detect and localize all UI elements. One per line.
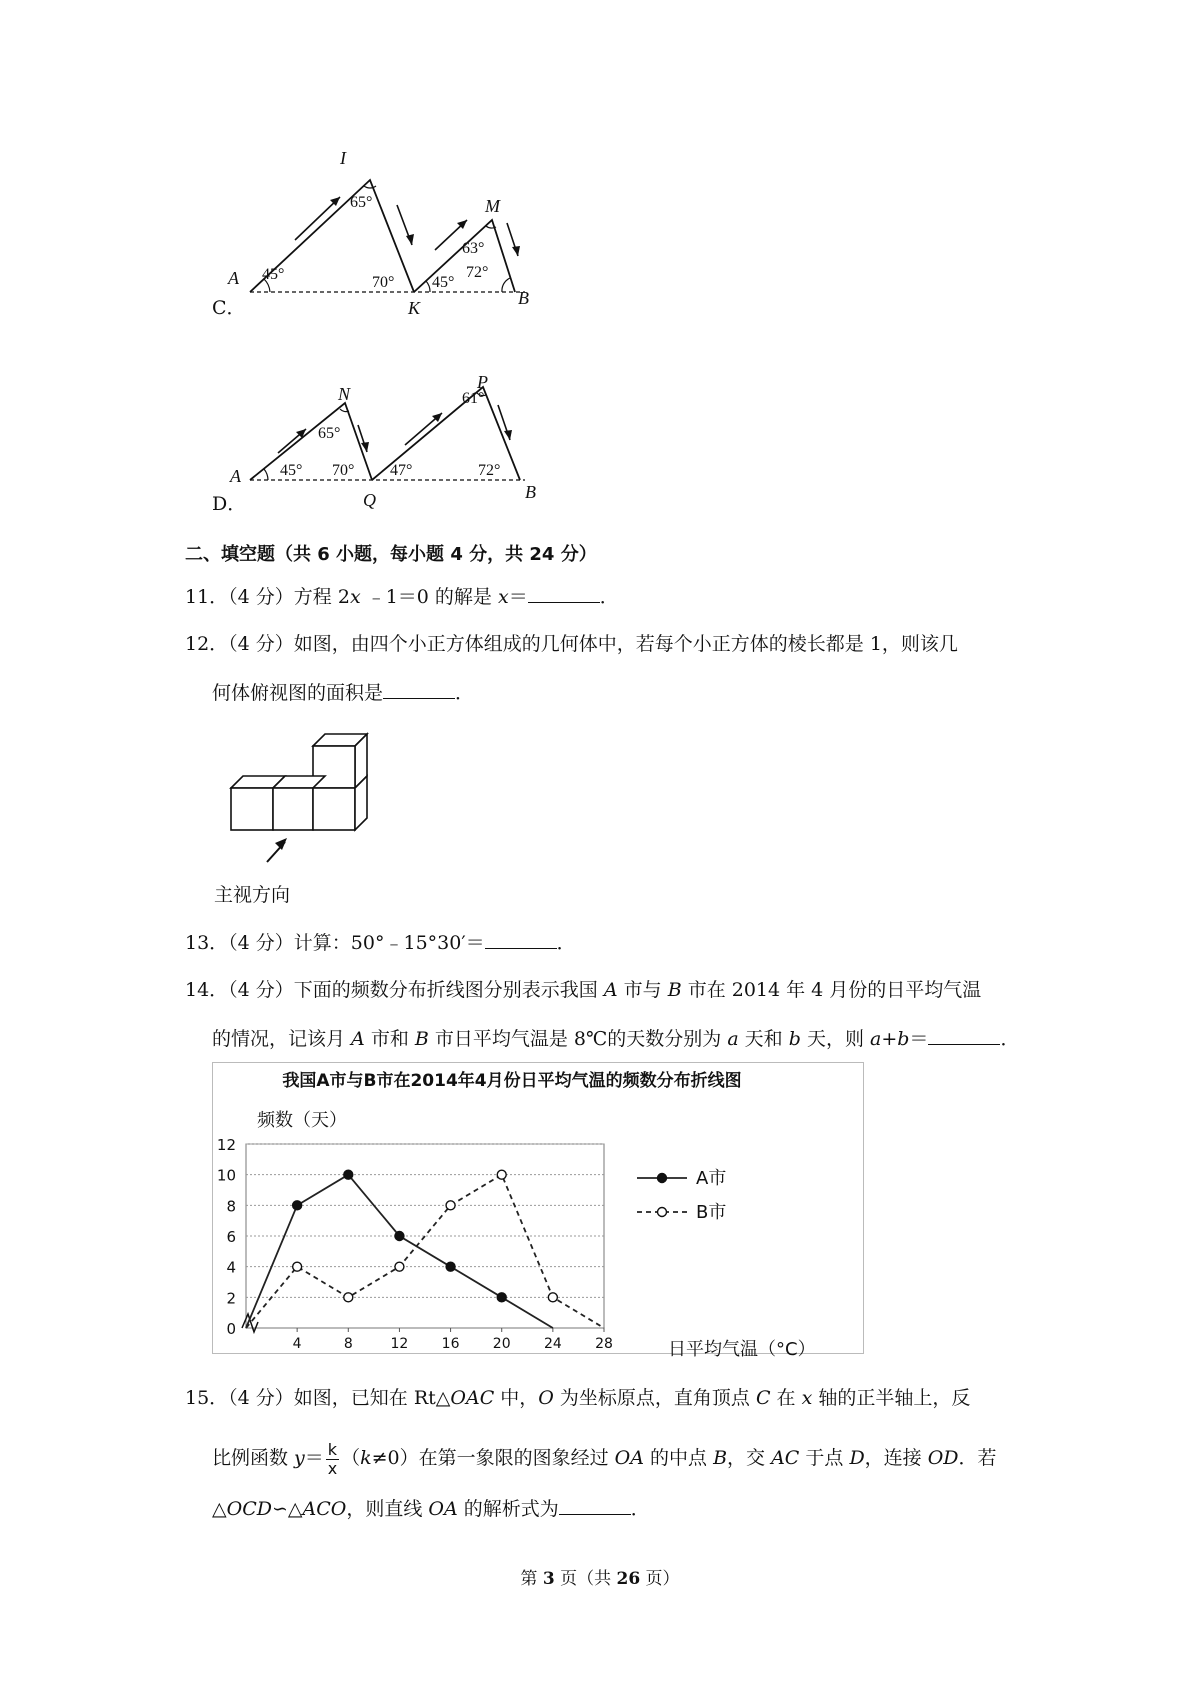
cubes-figure: [225, 728, 385, 878]
point-p-d: P: [477, 372, 488, 392]
data-point: [497, 1170, 506, 1179]
question-13: 13．（4 分）计算：50°﹣15°30′＝ ．: [185, 932, 576, 954]
answer-blank: [383, 680, 455, 699]
data-point: [344, 1170, 353, 1179]
x-tick-label: 12: [390, 1336, 409, 1352]
point-b-d: B: [525, 482, 536, 502]
angle-label: 45°: [280, 462, 303, 479]
angle-label: 65°: [350, 194, 373, 211]
angle-label: 72°: [478, 462, 501, 479]
data-point: [293, 1201, 302, 1210]
fraction-k-over-x: $\frac{k}{x}$: [327, 1439, 338, 1478]
angle-label: 72°: [466, 264, 489, 281]
y-tick-label: 2: [226, 1289, 236, 1308]
answer-blank: [485, 930, 557, 949]
question-12-line1: 12．（4 分）如图，由四个小正方体组成的几何体中，若每个小正方体的棱长都是 1，则该几: [185, 633, 958, 655]
question-14-line1: 14．（4 分）下面的频数分布折线图分别表示我国 A 市与 B 市在 2014 年 4 月份的日平均气温: [185, 979, 982, 1001]
point-b-c: B: [518, 288, 529, 308]
y-tick-label: 0: [226, 1320, 236, 1338]
y-tick-label: 4: [226, 1258, 236, 1277]
angle-label: 65°: [318, 425, 341, 442]
answer-blank: [559, 1496, 631, 1515]
legend-marker: [658, 1174, 667, 1183]
arrow-icon: [275, 838, 287, 850]
section-title: 二、填空题（共 6 小题，每小题 4 分，共 24 分）: [185, 544, 597, 565]
data-point: [446, 1262, 455, 1271]
data-point: [293, 1262, 302, 1271]
page-footer: 第 3 页（共 26 页）: [520, 1569, 680, 1589]
x-tick-label: 28: [595, 1336, 613, 1352]
figure-caption: 主视方向: [214, 884, 291, 906]
arrow-down-2-c: [512, 246, 520, 256]
legend-marker: [658, 1208, 667, 1217]
data-point: [446, 1201, 455, 1210]
question-15-line1: 15．（4 分）如图，已知在 Rt△OAC 中，O 为坐标原点，直角顶点 C 在 x 轴的正半轴上，反: [185, 1387, 971, 1409]
question-12-line2: 何体俯视图的面积是 ．: [212, 682, 475, 704]
angle-label: 63°: [462, 240, 485, 257]
series-line-a: [246, 1175, 553, 1328]
point-i-c: I: [340, 148, 346, 168]
y-tick-label: 8: [226, 1197, 236, 1216]
y-tick-label: 12: [216, 1136, 236, 1154]
arrow-down-1-c: [406, 234, 414, 245]
angle-label: 47°: [390, 462, 413, 479]
question-15-line2: 比例函数 y＝ $\frac{k}{x}$ （k≠0）在第一象限的图象经过 OA 的中点 B，交 AC 于点 D，连接 OD．若: [212, 1439, 997, 1478]
frequency-chart: [212, 1062, 864, 1358]
x-tick-label: 16: [441, 1336, 460, 1352]
answer-blank: [928, 1026, 1000, 1045]
y-tick-label: 6: [226, 1228, 236, 1246]
option-d-label: D．: [212, 493, 247, 515]
chart-y-label: 频数（天）: [257, 1110, 347, 1131]
angle-label: 45°: [432, 274, 455, 291]
data-point: [497, 1293, 506, 1302]
point-k-c: K: [408, 298, 421, 318]
point-a-d: A: [230, 466, 241, 486]
x-tick-label: 4: [292, 1336, 302, 1352]
angle-label: 70°: [332, 462, 355, 479]
option-c-label: C．: [212, 297, 246, 319]
point-m-c: M: [485, 196, 500, 216]
point-q-d: Q: [363, 490, 376, 510]
angle-label: 45°: [262, 266, 285, 283]
data-point: [344, 1293, 353, 1302]
chart-x-label: 日平均气温（°C）: [668, 1339, 816, 1358]
x-tick-label: 24: [543, 1336, 562, 1352]
legend-label: B市: [696, 1202, 727, 1223]
answer-blank: [528, 584, 600, 603]
question-15-line3: △OCD∽△ACO，则直线 OA 的解析式为 ．: [212, 1498, 650, 1520]
point-a-c: A: [228, 268, 239, 288]
question-14-line2: 的情况，记该月 A 市和 B 市日平均气温是 8℃的天数分别为 a 天和 b 天，则 a+b＝ ．: [212, 1028, 1020, 1050]
point-n-d: N: [338, 384, 351, 404]
angle-label: 70°: [372, 274, 395, 291]
chart-title: 我国A市与B市在2014年4月份日平均气温的频数分布折线图: [282, 1071, 742, 1091]
y-tick-label: 10: [216, 1166, 236, 1185]
x-tick-label: 8: [343, 1336, 353, 1352]
data-point: [395, 1262, 404, 1271]
data-point: [548, 1293, 557, 1302]
legend-label: A市: [696, 1168, 727, 1189]
question-11: 11．（4 分）方程 2x ﹣1＝0 的解是 x＝ ．: [185, 586, 619, 608]
x-tick-label: 20: [492, 1336, 511, 1352]
angle-label: 61°: [462, 390, 485, 407]
data-point: [395, 1232, 404, 1241]
